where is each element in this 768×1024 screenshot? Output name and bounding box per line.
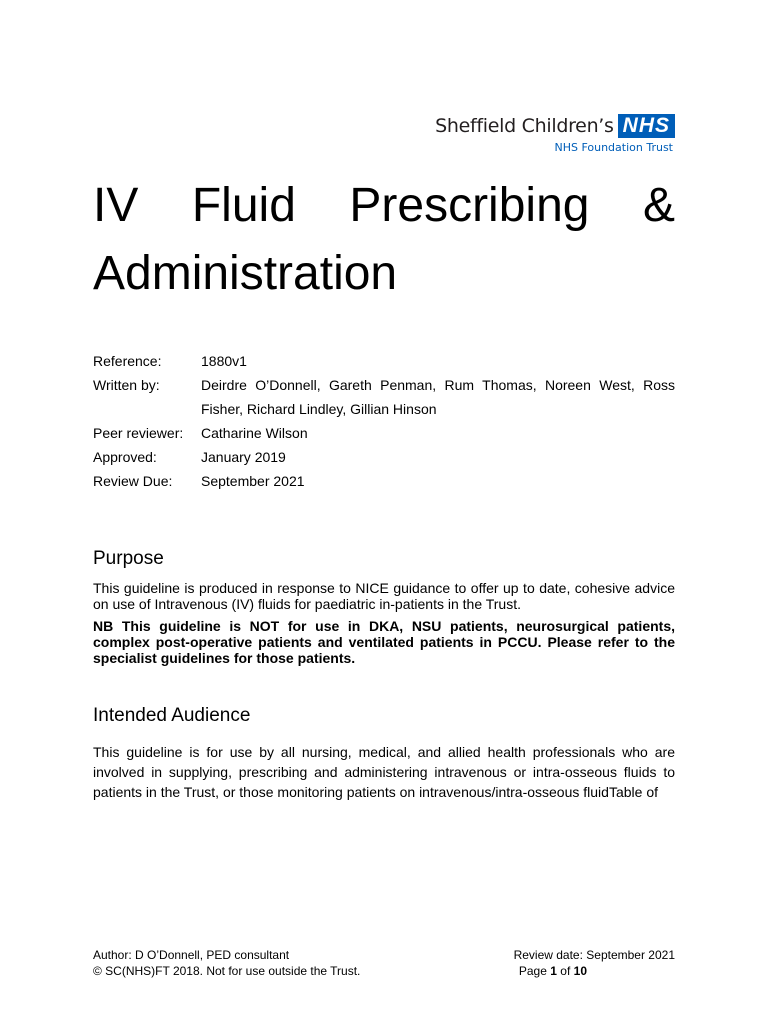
meta-value: September 2021: [201, 473, 305, 489]
purpose-note: NB This guideline is NOT for use in DKA, NSU patients, neurosurgical patients, complex post-operative patients and ventilated patients in PCCU. Please refer to the specialist guidelines for those patients.: [93, 618, 675, 666]
meta-label: Reference:: [93, 353, 162, 369]
title-word: Fluid: [191, 179, 296, 232]
audience-heading: Intended Audience: [93, 705, 251, 726]
meta-row-reference: [93, 349, 675, 373]
trust-logo: [435, 114, 675, 154]
title-word: &: [642, 179, 675, 232]
meta-value: Deirdre O’Donnell, Gareth Penman, Rum Thomas, Noreen West, Ross Fisher, Richard Lindley, Gillian Hinson: [201, 377, 675, 417]
meta-row-review-due: [93, 469, 675, 493]
meta-row-peer-reviewer: [93, 421, 675, 445]
meta-label: Approved:: [93, 449, 157, 465]
trust-name: Sheffield Children’s: [435, 115, 614, 137]
document-title: [93, 172, 675, 308]
meta-row-approved: [93, 445, 675, 469]
purpose-heading: Purpose: [93, 548, 164, 569]
meta-value: January 2019: [201, 449, 286, 465]
title-line-2: Administration: [93, 247, 398, 300]
footer-review-date: Review date: September 2021: [513, 948, 675, 962]
audience-text: This guideline is for use by all nursing, medical, and allied health professionals who are involved in supplying, prescribing and administering intravenous or intra-osseous fluids to patients in the Trust, or those monitoring patients on intravenous/intra-osseous fluidTable of: [93, 744, 675, 800]
meta-value: Catharine Wilson: [201, 425, 308, 441]
title-word: Prescribing: [349, 179, 590, 232]
trust-subtitle: NHS Foundation Trust: [554, 141, 673, 154]
document-metadata: [93, 349, 675, 493]
title-word: IV: [93, 179, 139, 232]
footer-copyright: © SC(NHS)FT 2018. Not for use outside the Trust.: [93, 964, 361, 978]
meta-row-written-by: [93, 373, 675, 421]
nhs-badge: NHS: [618, 114, 675, 138]
meta-value: 1880v1: [201, 353, 247, 369]
purpose-text: This guideline is produced in response to NICE guidance to offer up to date, cohesive advice on use of Intravenous (IV) fluids for paediatric in-patients in the Trust.: [93, 580, 675, 612]
page-footer: [93, 947, 675, 979]
meta-label: Review Due:: [93, 473, 173, 489]
meta-label: Peer reviewer:: [93, 425, 184, 441]
footer-author: Author: D O’Donnell, PED consultant: [93, 948, 290, 962]
meta-label: Written by:: [93, 377, 160, 393]
footer-page-number: Page 1 of 10: [518, 964, 587, 978]
